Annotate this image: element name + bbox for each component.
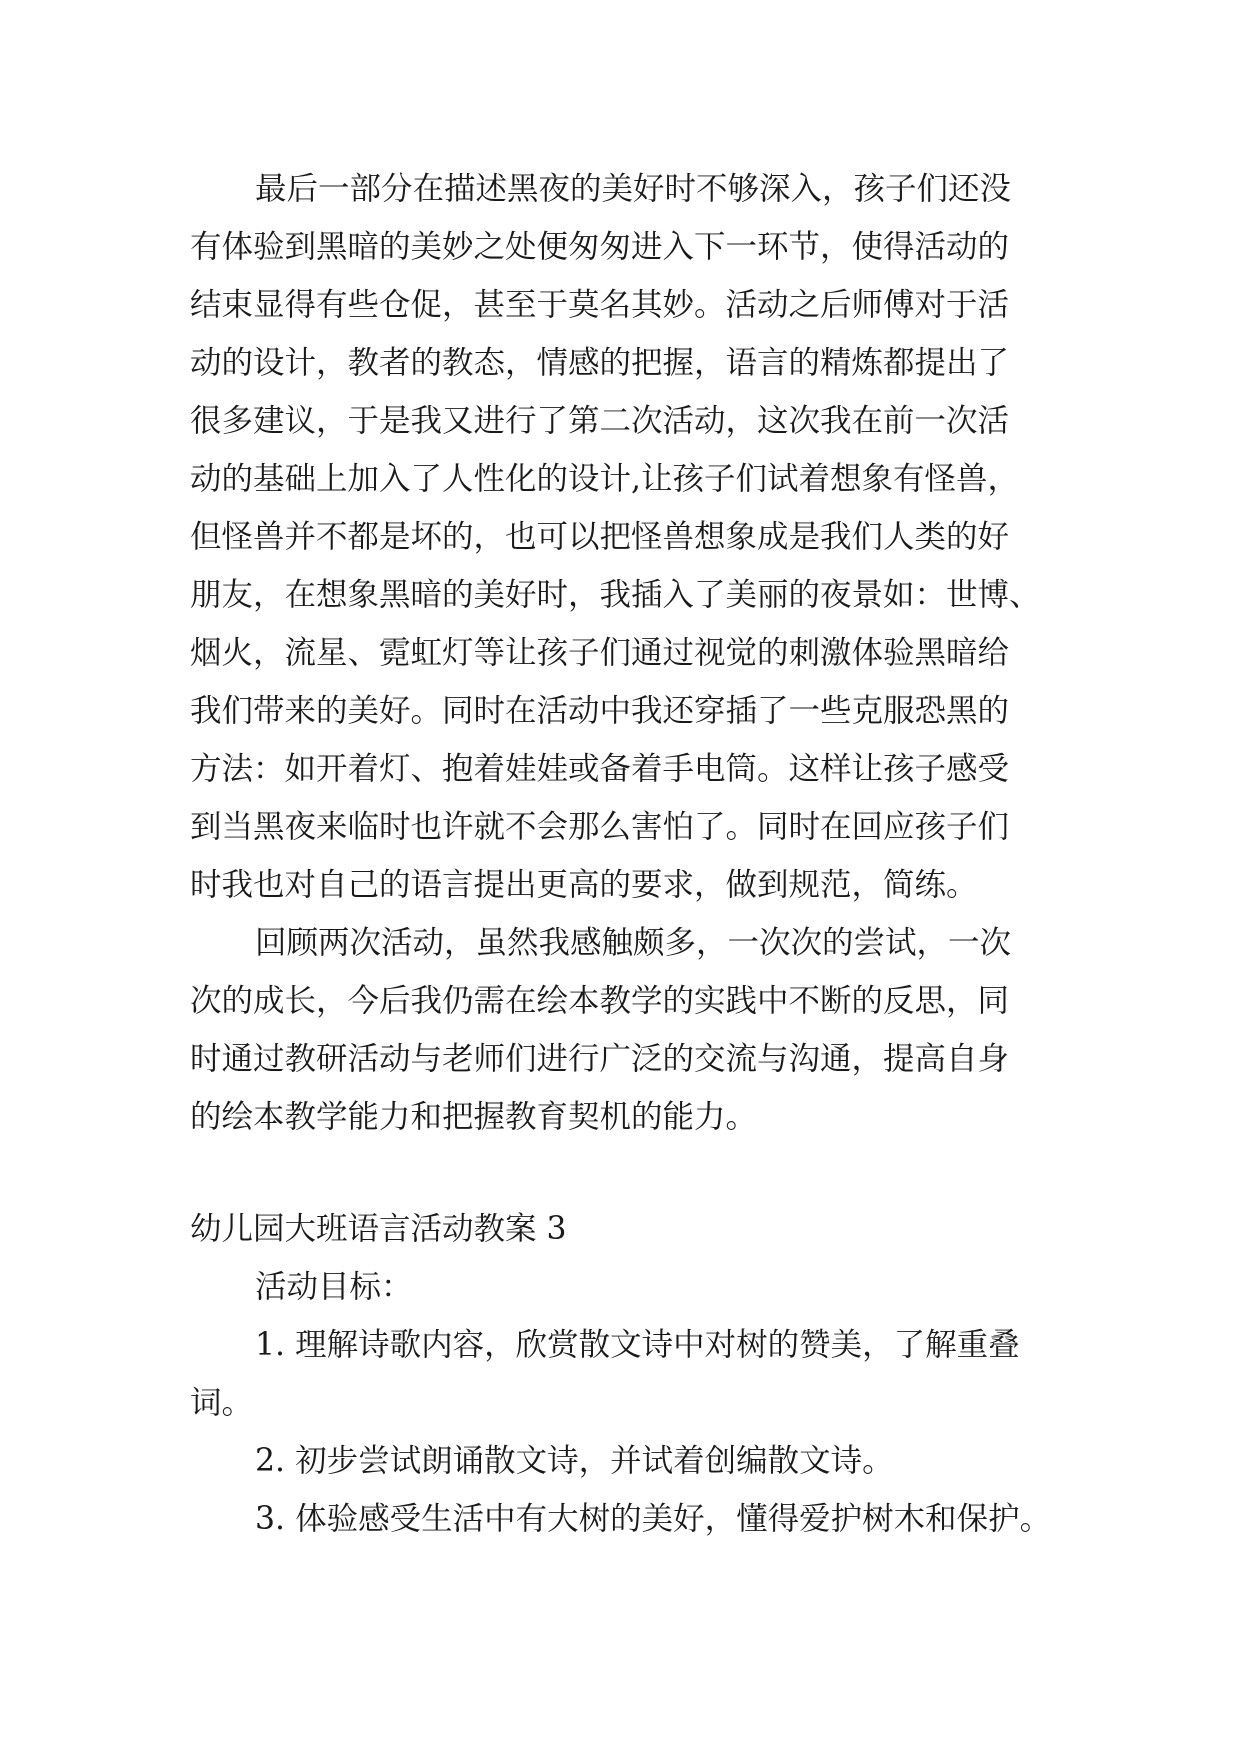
text-line: 朋友，在想象黑暗的美好时，我插入了美丽的夜景如：世博、 xyxy=(190,577,1041,613)
text-line: 有体验到黑暗的美妙之处便匆匆进入下一环节，使得活动的 xyxy=(190,229,1010,265)
text-line: 我们带来的美好。同时在活动中我还穿插了一些克服恐黑的 xyxy=(190,693,1010,729)
paragraph-1 xyxy=(190,160,1050,914)
text-line: 到当黑夜来临时也许就不会那么害怕了。同时在回应孩子们 xyxy=(190,809,1010,845)
paragraph-2 xyxy=(190,914,1050,1146)
text-line: 回顾两次活动，虽然我感触颇多，一次次的尝试，一次 xyxy=(255,925,1012,961)
text-line: 结束显得有些仓促，甚至于莫名其妙。活动之后师傅对于活 xyxy=(190,287,1010,323)
text-line: 很多建议，于是我又进行了第二次活动，这次我在前一次活 xyxy=(190,403,1010,439)
text-line: 时我也对自己的语言提出更高的要求，做到规范，简练。 xyxy=(190,867,978,903)
text-line: 3. 体验感受生活中有大树的美好，懂得爱护树木和保护。 xyxy=(255,1501,1052,1537)
text-line: 2. 初步尝试朗诵散文诗，并试着创编散文诗。 xyxy=(255,1443,894,1479)
text-line: 烟火，流星、霓虹灯等让孩子们通过视觉的刺激体验黑暗给 xyxy=(190,635,1010,671)
goals-heading: 活动目标： xyxy=(255,1269,413,1305)
text-line: 动的基础上加入了人性化的设计,让孩子们试着想象有怪兽， xyxy=(190,461,1020,497)
text-line: 但怪兽并不都是坏的，也可以把怪兽想象成是我们人类的好 xyxy=(190,519,1010,555)
text-line: 次的成长，今后我仍需在绘本教学的实践中不断的反思，同 xyxy=(190,983,1010,1019)
goal-item-2 xyxy=(190,1432,1050,1490)
document-body xyxy=(190,160,1050,1548)
section-spacer xyxy=(190,1146,1050,1200)
goal-item-1 xyxy=(190,1316,1050,1432)
text-line: 词。 xyxy=(190,1385,254,1421)
text-line: 时通过教研活动与老师们进行广泛的交流与沟通，提高自身 xyxy=(190,1041,1010,1077)
text-line: 最后一部分在描述黑夜的美好时不够深入，孩子们还没 xyxy=(255,171,1012,207)
goal-item-3 xyxy=(190,1490,1050,1548)
section-title: 幼儿园大班语言活动教案 3 xyxy=(190,1211,567,1247)
text-line: 方法：如开着灯、抱着娃娃或备着手电筒。这样让孩子感受 xyxy=(190,751,1010,787)
text-line: 1. 理解诗歌内容，欣赏散文诗中对树的赞美，了解重叠 xyxy=(255,1327,1020,1363)
text-line: 的绘本教学能力和把握教育契机的能力。 xyxy=(190,1099,758,1135)
text-line: 动的设计，教者的教态，情感的把握，语言的精炼都提出了 xyxy=(190,345,1010,381)
